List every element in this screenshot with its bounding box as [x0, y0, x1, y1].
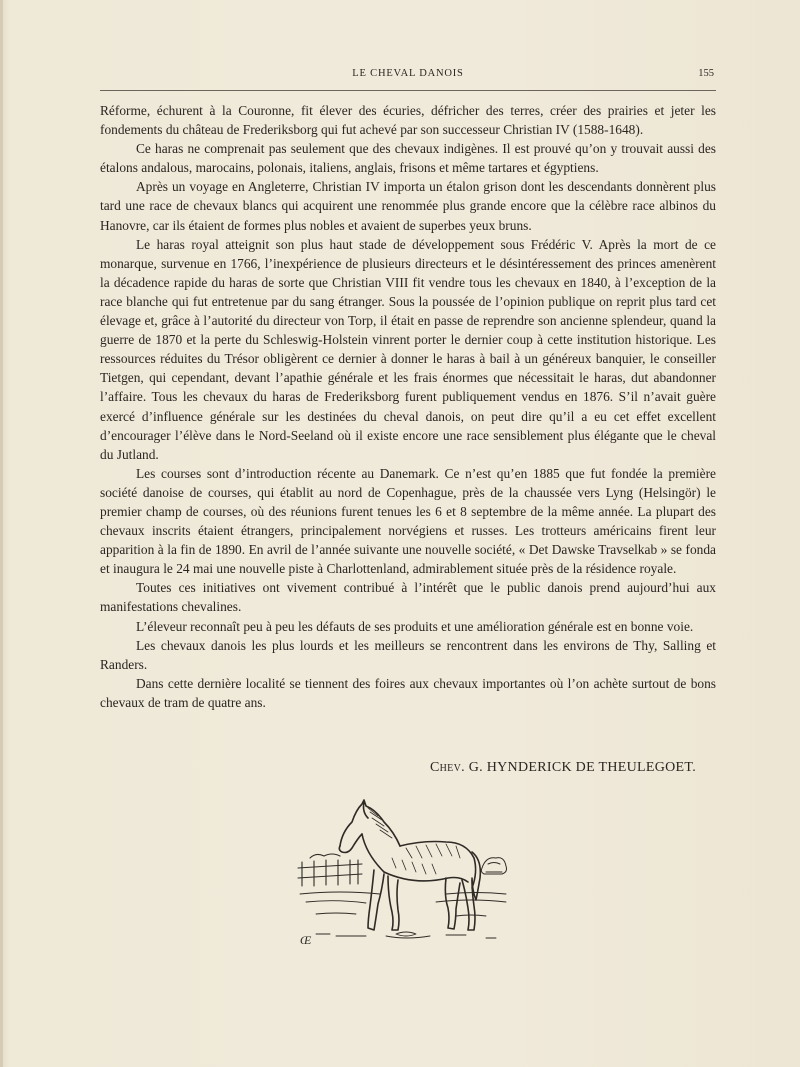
bush-drawing	[481, 858, 506, 874]
author-title: Chev.	[430, 760, 465, 775]
running-head	[100, 64, 716, 91]
paragraph: Après un voyage en Angleterre, Christian IV importa un étalon grison dont les descendants donnèrent plus tard une race de chevaux blancs qui acquirent une renommée plus grande encore que la célèbre race albinos du Hanovre, car ils étaient de formes plus nobles et avaient de superbes yeux bruns.	[100, 179, 716, 233]
horse-figure	[339, 800, 480, 930]
page-edge	[0, 0, 3, 1067]
paragraph: Dans cette dernière localité se tiennent des foires aux chevaux importantes où l’on achète surtout de bons chevaux de tram de quatre ans.	[100, 675, 716, 710]
running-title: LE CHEVAL DANOIS	[352, 68, 464, 79]
paragraph: Les chevaux danois les plus lourds et les meilleurs se rencontrent dans les environs de Thy, Salling et Randers.	[100, 637, 716, 672]
paragraph: Toutes ces initiatives ont vivement contribué à l’intérêt que le public danois prend aujourd’hui aux manifestations chevalines.	[100, 580, 716, 615]
page-number: 155	[698, 68, 714, 79]
author-name: G. HYNDERICK DE THEULEGOET.	[468, 760, 696, 775]
paragraph: Réforme, échurent à la Couronne, fit élever des écuries, défricher des terres, créer des prairies et jeter les fondements du château de Frederiksborg qui fut achevé par son successeur Christian IV (1588-1648).	[100, 103, 716, 138]
article-body	[100, 101, 716, 712]
author-signature	[100, 760, 696, 776]
paragraph: Les courses sont d’introduction récente au Danemark. Ce n’est qu’en 1885 que fut fondée la première société danoise de courses, qui établit au nord de Copenhague, près de la chaussée vers Lyng (Helsingör) le premier champ de courses, où des réunions furent tenues les 6 et 8 septembre de la même année. La plupart des chevaux inscrits étaient étrangers, principalement norvégiens et russes. Les trotteurs américains firent leur apparition à la fin de 1890. En avril de l’année suivante une nouvelle société, « Det Dawske Travselkab » se fonda et inaugura le 24 mai une nouvelle piste à Charlottenland, admirablement située près de la résidence royale.	[100, 465, 716, 577]
paragraph: Ce haras ne comprenait pas seulement que des chevaux indigènes. Il est prouvé qu’on y trouvait aussi des étalons andalous, marocains, polonais, italiens, anglais, frisons et même tartares et égyptiens.	[100, 141, 716, 176]
horse-illustration	[296, 798, 512, 948]
paragraph: L’éleveur reconnaît peu à peu les défauts de ses produits et une amélioration générale est en bonne voie.	[136, 618, 694, 634]
monogram: Œ	[300, 933, 312, 947]
paragraph: Le haras royal atteignit son plus haut stade de développement sous Frédéric V. Après la mort de ce monarque, survenue en 1766, l’inexpérience de plusieurs directeurs et le désintéressement des princes amenèrent la décadence rapide du haras de sorte que Christian VIII fit vendre tous les chevaux en 1840, à l’exception de la race blanche qui fut entretenue par du sang étranger. Sous la poussée de l’opinion publique on reprit plus tard cet élevage et, grâce à l’autorité du directeur von Torp, il était en passe de reprendre son ancienne splendeur, quand la guerre de 1870 et la perte du Schleswig-Holstein vinrent porter le dernier coup à cette institution historique. Les ressources réduites du Trésor obligèrent ce dernier à donner le haras à bail à un généreux banquier, le conseiller Tietgen, qui cependant, devant l’apathie générale et les frais énormes que nécessitait le haras, dut abandonner l’affaire. Tous les chevaux du haras de Frederiksborg furent publiquement vendus en 1876. S’il n’avait guère exercé d’influence générale sur les destinées du cheval danois, on peut dire qu’il a eu cet effet excellent d’encourager l’élève dans le Nord-Seeland où il existe encore une race sensiblement plus élégante que le cheval du Jutland.	[100, 236, 716, 462]
fence-drawing	[298, 854, 362, 886]
